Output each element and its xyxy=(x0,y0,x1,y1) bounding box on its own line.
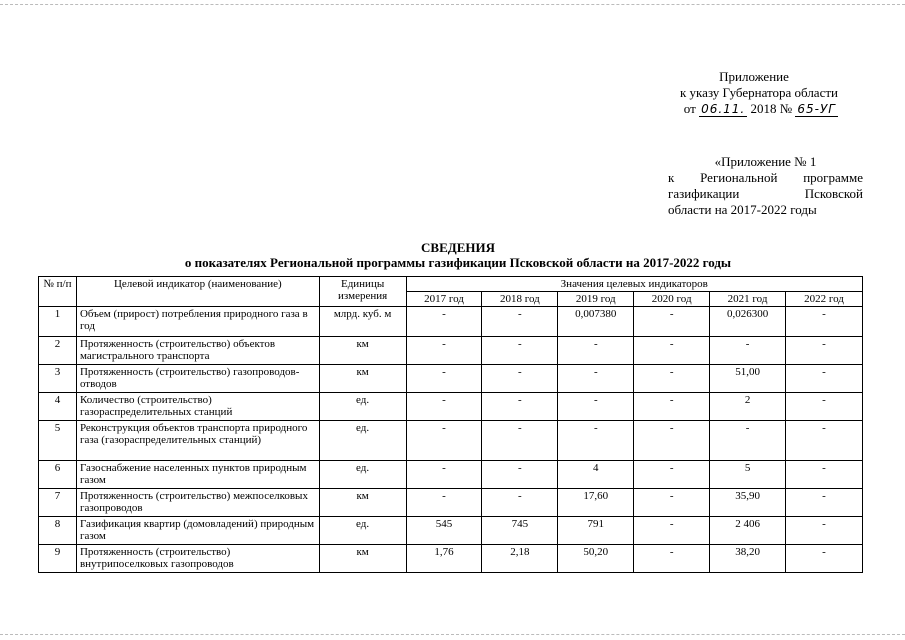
row-value: - xyxy=(634,421,710,461)
row-value: 5 xyxy=(710,461,786,489)
row-indicator: Протяженность (строительство) межпоселковых газопроводов xyxy=(76,489,319,517)
header-indicator: Целевой индикатор (наименование) xyxy=(76,277,319,307)
row-value: 17,60 xyxy=(558,489,634,517)
row-value: - xyxy=(634,461,710,489)
row-value: - xyxy=(634,517,710,545)
table-row xyxy=(39,307,863,337)
row-number: 6 xyxy=(39,461,77,489)
row-value: - xyxy=(786,365,863,393)
header-year: 2019 год xyxy=(558,292,634,307)
row-value: 0,026300 xyxy=(710,307,786,337)
header-year: 2021 год xyxy=(710,292,786,307)
row-number: 1 xyxy=(39,307,77,337)
table-row xyxy=(39,461,863,489)
row-indicator: Протяженность (строительство) газопроводов-отводов xyxy=(76,365,319,393)
appendix-date-line xyxy=(648,101,838,117)
row-value: - xyxy=(406,393,482,421)
scan-artifact-top xyxy=(0,4,905,6)
table-body xyxy=(39,307,863,573)
header-unit: Единицы измерения xyxy=(319,277,406,307)
row-value: - xyxy=(406,337,482,365)
appendix2-word: Региональной xyxy=(700,170,778,185)
table-row xyxy=(39,545,863,573)
row-indicator: Объем (прирост) потребления природного газа в год xyxy=(76,307,319,337)
table-row xyxy=(39,517,863,545)
row-value: - xyxy=(786,307,863,337)
indicators-table xyxy=(38,276,863,573)
row-unit: км xyxy=(319,545,406,573)
row-value: - xyxy=(482,461,558,489)
row-value: - xyxy=(558,365,634,393)
row-value: - xyxy=(406,307,482,337)
row-unit: км xyxy=(319,365,406,393)
header-year: 2018 год xyxy=(482,292,558,307)
row-value: - xyxy=(482,489,558,517)
row-value: - xyxy=(786,421,863,461)
row-value: 545 xyxy=(406,517,482,545)
row-value: - xyxy=(406,489,482,517)
row-number: 9 xyxy=(39,545,77,573)
table-row xyxy=(39,489,863,517)
row-value: - xyxy=(786,461,863,489)
row-value: - xyxy=(482,365,558,393)
header-values: Значения целевых индикаторов xyxy=(406,277,862,292)
appendix2-line4: области на 2017-2022 годы xyxy=(668,202,817,217)
row-value: - xyxy=(710,421,786,461)
row-value: 791 xyxy=(558,517,634,545)
row-value: - xyxy=(634,545,710,573)
row-value: - xyxy=(786,545,863,573)
row-number: 3 xyxy=(39,365,77,393)
appendix2-word: газификации xyxy=(668,186,740,201)
row-unit: ед. xyxy=(319,461,406,489)
row-value: - xyxy=(786,393,863,421)
row-value: - xyxy=(786,337,863,365)
row-indicator: Реконструкция объектов транспорта природного газа (газораспределительных станций) xyxy=(76,421,319,461)
appendix2-word: Псковской xyxy=(804,186,863,201)
appendix2-line2 xyxy=(668,170,863,186)
appendix2-word: к xyxy=(668,170,675,185)
row-value: 745 xyxy=(482,517,558,545)
row-value: - xyxy=(482,307,558,337)
row-value: - xyxy=(482,337,558,365)
appendix-date: 06.11. xyxy=(701,102,746,116)
table-row xyxy=(39,365,863,393)
row-value: - xyxy=(482,421,558,461)
row-value: - xyxy=(634,393,710,421)
row-value: 2 xyxy=(710,393,786,421)
header-year: 2022 год xyxy=(786,292,863,307)
row-indicator: Газификация квартир (домовладений) природным газом xyxy=(76,517,319,545)
title-sub: о показателях Региональной программы газификации Псковской области на 2017-2022 годы xyxy=(184,255,732,270)
row-number: 5 xyxy=(39,421,77,461)
row-value: - xyxy=(786,517,863,545)
document-title xyxy=(28,240,888,270)
title-main: СВЕДЕНИЯ xyxy=(421,240,495,255)
row-unit: ед. xyxy=(319,421,406,461)
row-indicator: Протяженность (строительство) внутрипоселковых газопроводов xyxy=(76,545,319,573)
row-value: - xyxy=(634,365,710,393)
row-value: - xyxy=(558,421,634,461)
row-value: - xyxy=(406,365,482,393)
row-value: - xyxy=(482,393,558,421)
header-year: 2017 год xyxy=(406,292,482,307)
row-value: 35,90 xyxy=(710,489,786,517)
header-num: № п/п xyxy=(39,277,77,307)
row-value: 50,20 xyxy=(558,545,634,573)
row-value: - xyxy=(786,489,863,517)
appendix-year-no: 2018 № xyxy=(750,101,793,116)
row-value: 2 406 xyxy=(710,517,786,545)
appendix-prefix: от xyxy=(683,101,696,116)
table-row xyxy=(39,337,863,365)
row-value: 1,76 xyxy=(406,545,482,573)
scan-artifact-bottom xyxy=(0,634,905,636)
row-number: 7 xyxy=(39,489,77,517)
row-value: 2,18 xyxy=(482,545,558,573)
row-number: 8 xyxy=(39,517,77,545)
row-value: - xyxy=(558,393,634,421)
table-row xyxy=(39,393,863,421)
row-unit: млрд. куб. м xyxy=(319,307,406,337)
row-unit: ед. xyxy=(319,393,406,421)
appendix-header xyxy=(648,69,838,117)
appendix2-line3 xyxy=(668,186,863,202)
header-year: 2020 год xyxy=(634,292,710,307)
appendix-decree: к указу Губернатора области xyxy=(679,85,838,100)
row-value: - xyxy=(406,421,482,461)
row-number: 4 xyxy=(39,393,77,421)
appendix-title: Приложение xyxy=(719,69,789,84)
row-indicator: Количество (строительство) газораспределительных станций xyxy=(76,393,319,421)
row-value: 38,20 xyxy=(710,545,786,573)
table-header-row xyxy=(39,277,863,292)
row-value: 4 xyxy=(558,461,634,489)
row-number: 2 xyxy=(39,337,77,365)
appendix2-header xyxy=(668,154,863,218)
row-value: - xyxy=(558,337,634,365)
row-unit: ед. xyxy=(319,517,406,545)
row-value: - xyxy=(406,461,482,489)
row-indicator: Протяженность (строительство) объектов магистрального транспорта xyxy=(76,337,319,365)
row-value: - xyxy=(634,337,710,365)
row-value: 51,00 xyxy=(710,365,786,393)
row-value: - xyxy=(634,489,710,517)
row-value: - xyxy=(710,337,786,365)
row-value: 0,007380 xyxy=(558,307,634,337)
row-value: - xyxy=(634,307,710,337)
appendix2-title: «Приложение № 1 xyxy=(714,154,817,169)
appendix2-word: программе xyxy=(803,170,863,185)
row-unit: км xyxy=(319,337,406,365)
table-row xyxy=(39,421,863,461)
row-unit: км xyxy=(319,489,406,517)
row-indicator: Газоснабжение населенных пунктов природным газом xyxy=(76,461,319,489)
appendix-number: 65-УГ xyxy=(797,102,836,116)
